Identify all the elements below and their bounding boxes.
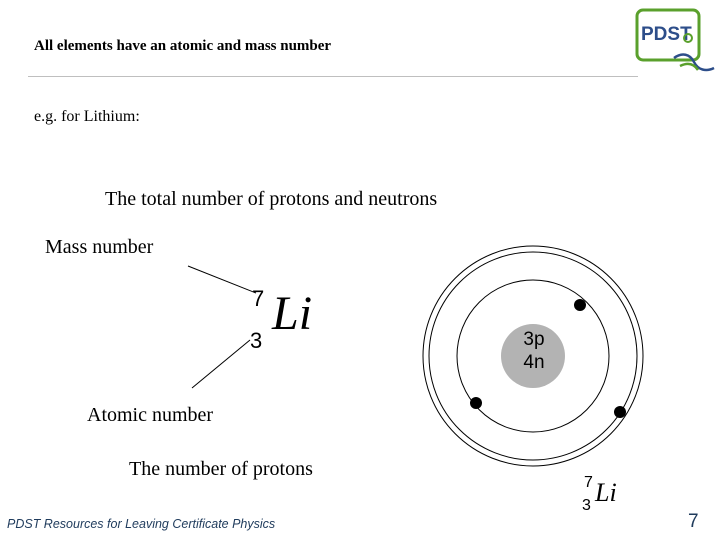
mass-number-description: The total number of protons and neutrons: [105, 188, 438, 210]
atomic-number-description: The number of protons: [129, 458, 313, 480]
electron: [470, 397, 482, 409]
example-line: e.g. for Lithium:: [34, 108, 140, 125]
atomic-number-label: Atomic number: [87, 404, 214, 426]
slide-title: All elements have an atomic and mass number: [34, 38, 332, 54]
page-number: 7: [688, 511, 699, 532]
small-isotope-symbol: Li: [595, 478, 617, 507]
isotope-atomic-number: 3: [250, 328, 263, 353]
isotope-mass-number: 7: [252, 286, 265, 311]
isotope-symbol: Li: [272, 287, 313, 340]
electron: [574, 299, 586, 311]
small-isotope-mass-number: 7: [584, 474, 593, 491]
nucleus-label: [504, 328, 564, 374]
small-isotope-atomic-number: 3: [582, 497, 591, 514]
footer-source-text: PDST Resources for Leaving Certificate Physics: [7, 517, 276, 531]
nucleus-protons: 3p: [523, 329, 545, 350]
nucleus-neutrons: 4n: [523, 352, 545, 373]
svg-text:PDST: PDST: [641, 24, 692, 45]
electron: [614, 406, 626, 418]
mass-number-label: Mass number: [45, 236, 154, 258]
